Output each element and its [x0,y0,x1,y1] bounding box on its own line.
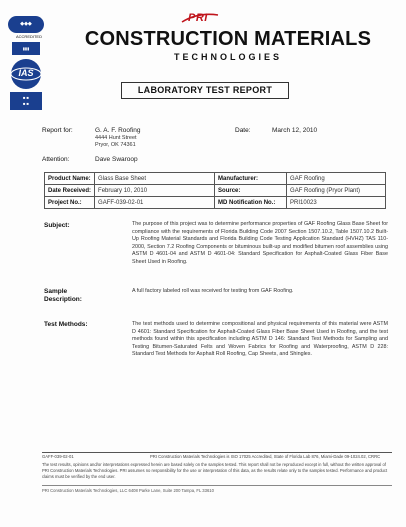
manufacturer-label: Manufacturer: [215,173,287,185]
sample-label-line2: Description: [44,296,82,303]
test-methods-label: Test Methods: [44,321,88,328]
attention-value: Dave Swaroop [95,156,138,163]
attention-label: Attention: [42,156,70,163]
sample-label-line1: Sample [44,288,68,295]
subject-text: The purpose of this project was to determine performance properties of GAF Roofing Glass Base Sheet for compliance with the requirements of Florida Building Code 2007 Section 1507.10.2, Table 1507.10.2 Built-Up Roofing Material Standards and Florida Building Code Testing Application Standard (HVHZ) TAS 110-2000, Section 7.2 Roofing Components or bituminous built-up and modified bitumen roof assemblies using ASTM D 4601-04 and ASTM D 4601-04: Standard Specification for Asphalt-Coated Glass Fiber Base Sheet Used in Roofing. [132,221,388,265]
product-info-table [44,172,386,209]
address-line2: Pryor, OK 74361 [95,142,136,148]
table-row [45,173,386,185]
date-value: March 12, 2010 [272,127,318,134]
date-label: Date: [235,127,251,134]
accreditation-badge-icon: ◆◆◆ [8,16,44,33]
subject-label: Subject: [44,222,70,229]
lab-badge-icon: ■ ■ ■ ■ [10,92,42,110]
company-title: CONSTRUCTION MATERIALS [84,28,372,50]
footer-divider [42,452,392,453]
footer-disclaimer: The test results, opinions and/or interpretations expressed herein are based solely on the samples tested. This report shall not be reproduced except in full, without the written approval of PRI Construction Materials Technologies. PRI assumes no responsibility for the use or interpretation of this data, as the results relate only to the samples tested. Performance and product claims must be verified by the end user. [42,462,388,479]
product-name-label: Product Name: [45,173,95,185]
accreditation-logos [8,16,50,110]
md-notification-label: MD Notification No.: [215,197,287,209]
report-title: LABORATORY TEST REPORT [121,82,289,99]
footer-divider-lower [42,485,392,486]
ias-logo-text: IAS [18,68,34,78]
date-received-label: Date Received: [45,185,95,197]
date-received-value: February 10, 2010 [95,185,215,197]
source-value: GAF Roofing (Pryor Plant) [287,185,386,197]
manufacturer-value: GAF Roofing [287,173,386,185]
footer-doc-code: GAFF-039-02-01 [42,454,74,459]
footer-address: PRI Construction Materials Technologies, LLC 6408 Parke Lane, Suite 200 Tampa, FL 33610 [42,488,214,493]
report-for-name: G. A. F. Roofing [95,127,141,134]
project-no-value: GAFF-039-02-01 [95,197,215,209]
table-row [45,197,386,209]
project-no-label: Project No.: [45,197,95,209]
iso-badge-icon: ▮▮▮ [12,42,40,55]
footer-accreditations: PRI Construction Materials Technologies is ISO 17025 Accredited, State of Florida Lab 876, Miami-Dade 09-1024.02, CRRC [150,454,381,459]
company-subtitle: TECHNOLOGIES [173,52,282,62]
accredited-label: ACCREDITED [15,34,42,39]
report-for-label: Report for: [42,127,73,134]
ias-logo-icon [10,58,42,90]
address-line1: 4444 Hunt Street [95,135,137,141]
product-name-value: Glass Base Sheet [95,173,215,185]
sample-text: A full factory labeled roll was received for testing from GAF Roofing. [132,288,294,294]
source-label: Source: [215,185,287,197]
test-methods-text: The test methods used to determine compositional and physical requirements of this material were ASTM D 4601: Standard Specification for Asphalt-Coated Glass Fiber Base Sheet Used in Roofing, and the test methods found within this specification including ASTM D 146: Standard Test Methods for Sampling and Testing Bitumen-Saturated Felts and Woven Fabrics for Roofing and Waterproofing, ASTM D 228: Standard Test Methods for Asphalt Roll Roofing, Cap Sheets, and Shingles. [132,321,388,357]
table-row [45,185,386,197]
md-notification-value: PRI10023 [287,197,386,209]
pri-logo: PRI [188,12,208,24]
